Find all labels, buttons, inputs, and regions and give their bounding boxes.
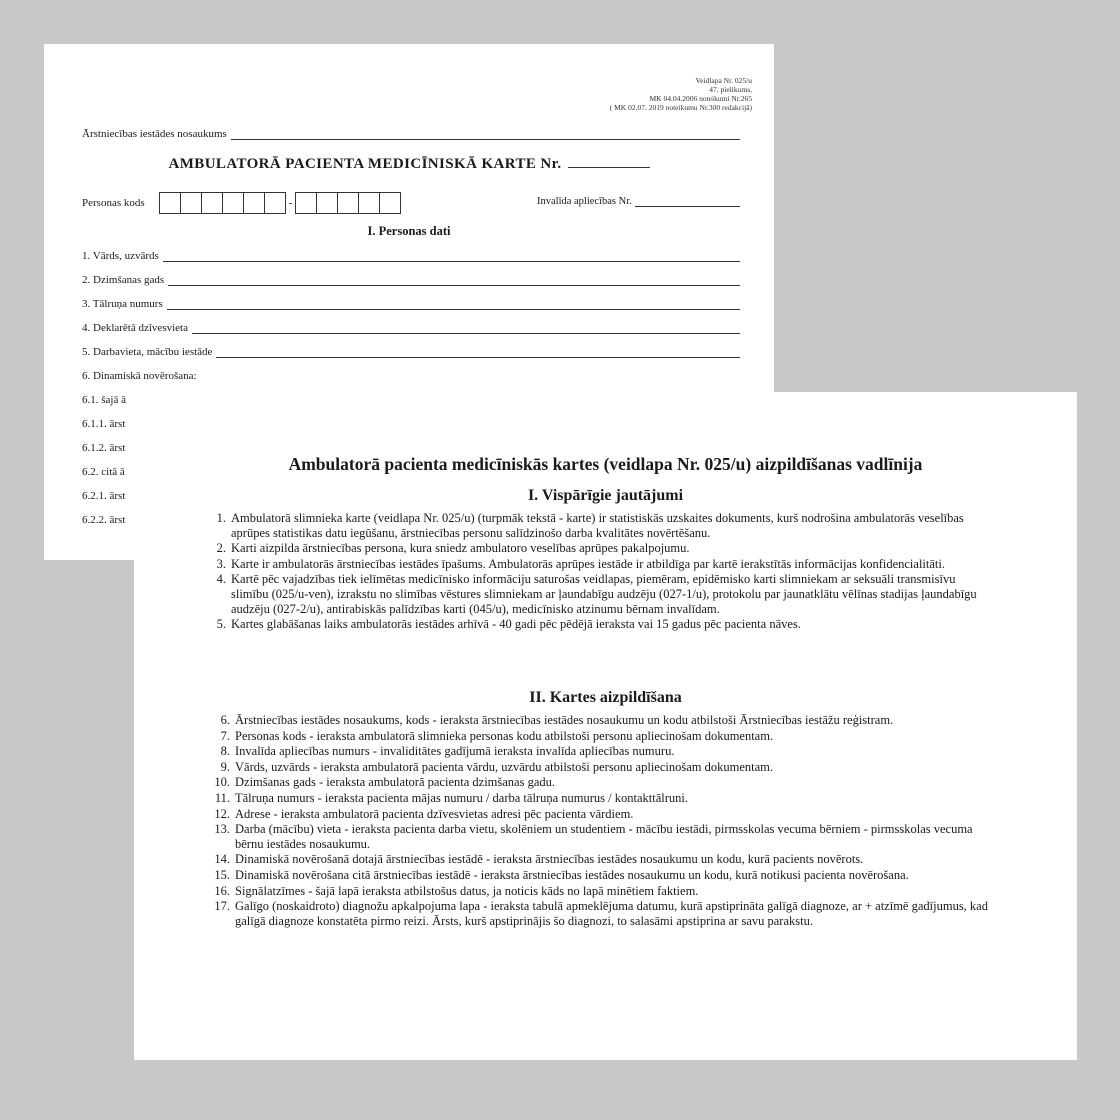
code-box [338,193,359,213]
guideline-item-text: Darba (mācību) vieta - ieraksta pacienta darba vietu, skolēniem un studentiem - mācību iestādi, pirmsskolas vecuma bērniem - pirmsskolas vecuma bērnu iestādes nosaukumu. [235,822,973,851]
guideline-item [208,775,993,790]
code-dash: - [288,197,293,209]
guideline-page [134,392,1077,1060]
guideline-item-number: 17. [214,899,230,914]
dynamic-observation-label: 6. Dinamiskā novērošana: [82,370,197,382]
guideline-item [208,557,993,572]
guideline-item-number: 9. [220,759,230,774]
form-field-row [82,250,740,262]
institution-label: Ārstniecības iestādes nosaukums [82,128,227,140]
general-items-list [208,511,993,633]
guideline-item [208,760,993,775]
filling-items-list [208,713,993,929]
guideline-item-number: 10. [214,775,230,790]
code-box [202,193,223,213]
code-box [181,193,202,213]
guideline-item-number: 15. [214,867,230,882]
form-field-label: 3. Tālruņa numurs [82,298,163,310]
disability-line [635,197,740,207]
guideline-item-number: 11. [214,790,230,805]
guideline-item-text: Adrese - ieraksta ambulatorā pacienta dzīvesvietas adresi pēc pacienta vārdiem. [235,806,634,821]
guideline-item-text: Kartes glabāšanas laiks ambulatorās iestādes arhīvā - 40 gadi pēc pēdējā ieraksta vai 15 gadus pēc pacienta nāves. [231,617,801,632]
form-header-line: Veidlapa Nr. 025/u [695,76,752,85]
guideline-item-text: Dzimšanas gads - ieraksta ambulatorā pacienta dzimšanas gadu. [235,775,556,790]
personal-code-label: Personas kods [82,197,145,209]
code-box [359,193,380,213]
code-box [265,193,285,213]
guideline-item [208,791,993,806]
guideline-item [208,807,993,822]
form-partial-row: 6.2. citā ā [82,466,125,478]
guideline-item-text: Dinamiskā novērošana citā ārstniecības iestādē - ieraksta ārstniecības iestādes nosaukumu un kodu, kurā notikusi pacienta novērošana. [235,867,909,882]
guideline-item-number: 16. [214,883,230,898]
form-field-label: 2. Dzimšanas gads [82,274,165,286]
guideline-item [208,511,993,540]
guideline-item [208,713,993,728]
guideline-item-text: Galīgo (noskaidroto) diagnožu apkalpojuma lapa - ieraksta tabulā apmeklējuma datumu, kurā apstiprināta galīgā diagnoze, ar + atzīmē gadījumus, kad galīgā diagnoze konstatēta pirmo reizi. Ārsts, kurš apstiprinājis šo diagnozi, to salasāmi apstiprina ar savu parakstu. [235,899,988,928]
guideline-item-text: Kartē pēc vajadzības tiek ielīmētas medicīnisko informāciju saturošas veidlapas, piemēram, epidēmisko karti slimniekam ar seksuāli transmisīvu slimību (025/u-ven), izrakstu no slimības vēstures slimniekam ar ļaundabīgu audzēju (027-1/u), protokolu par jaunatklātu vēlīnas stadijas ļaundabīgu audzēju (027-2/u), antirabiskās palīdzības karti (045/u), medicīnisko atzinumu bērnam invalīdam. [231,572,977,616]
form-field-line [192,324,740,334]
guideline-item-text: Signālatzīmes - šajā lapā ieraksta atbilstošus datus, ja noticis kāds no lapā minētiem faktiem. [235,883,699,898]
form-partial-row: 6.1.1. ārst [82,418,126,430]
form-title-text: AMBULATORĀ PACIENTA MEDICĪNISKĀ KARTE Nr. [168,156,562,172]
guideline-item [208,822,993,851]
form-field-line [168,276,740,286]
guideline-title: Ambulatorā pacienta medicīniskās kartes (veidlapa Nr. 025/u) aizpildīšanas vadlīnija [288,454,923,474]
guideline-item-number: 3. [216,556,226,571]
form-partial-row: 6.1.2. ārst [82,442,126,454]
form-header [610,76,752,112]
guideline-item [208,744,993,759]
guideline-item-number: 6. [220,713,230,727]
personal-code-row [82,192,401,214]
guideline-item-number: 4. [216,572,226,587]
guideline-item-text: Tālruņa numurs - ieraksta pacienta mājas numuru / darba tālruņa numurus / kontakttālruni. [235,790,688,805]
guideline-item [208,884,993,899]
guideline-item [208,729,993,744]
guideline-item-number: 1. [216,511,226,525]
guideline-item-text: Karti aizpilda ārstniecības persona, kura sniedz ambulatoro veselības aprūpes pakalpojumu. [231,541,690,556]
form-header-line: 47. pielikums, [709,85,752,94]
section-heading-filling: II. Kartes aizpildīšana [529,689,682,706]
form-title [44,156,774,173]
form-partial-row: 6.2.2. ārst [82,514,126,526]
disability-label: Invalīda apliecības Nr. [537,196,632,207]
guideline-item-number: 13. [214,822,230,837]
institution-line [231,130,740,140]
personal-code-boxes-1 [159,192,286,214]
form-field-line [216,348,740,358]
code-box [296,193,317,213]
guideline-item-text: Invalīda apliecības numurs - invaliditātes gadījumā ieraksta invalīda apliecības numuru. [235,744,675,759]
institution-row [82,128,740,140]
form-field-label: 4. Deklarētā dzīvesvieta [82,322,188,334]
guideline-item-number: 8. [220,744,230,759]
guideline-item [208,572,993,616]
guideline-item [208,899,993,928]
guideline-item-number: 7. [220,728,230,743]
form-field-label: 1. Vārds, uzvārds [82,250,159,262]
guideline-item-number: 5. [216,617,226,632]
guideline-item [208,868,993,883]
form-partial-row: 6.2.1. ārst [82,490,126,502]
form-header-line: ( MK 02.07. 2019 noteikumu Nr.300 redakcijā) [609,103,752,112]
guideline-item-number: 12. [214,806,230,821]
form-partial-row: 6.1. šajā ā [82,394,126,406]
code-box [317,193,338,213]
disability-row [537,196,740,207]
form-field-line [167,300,740,310]
guideline-item-text: Karte ir ambulatorās ārstniecības iestādes īpašums. Ambulatorās aprūpes iestāde ir atbildīga par kartē ierakstītās informācijas konfidencialitāti. [231,556,945,571]
code-box [223,193,244,213]
guideline-item-text: Ambulatorā slimnieka karte (veidlapa Nr. 025/u) (turpmāk tekstā - karte) ir statistiskās uzskaites dokuments, kurš nodrošina ambulatorās veselības aprūpes statistikas datu iegūšanu, ārstniecības personu salīdzinošo darba kvalitātes novērtēšanu. [231,511,964,540]
guideline-item-number: 2. [216,541,226,556]
form-field-row [82,346,740,358]
guideline-item-text: Dinamiskā novērošanā dotajā ārstniecības iestādē - ieraksta ārstniecības iestādes nosaukumu un kodu, kurā pacients novērots. [235,852,864,867]
guideline-item [208,617,993,632]
guideline-item-text: Vārds, uzvārds - ieraksta ambulatorā pacienta vārdu, uzvārdu atbilstoši personu apliecinošam dokumentam. [235,759,774,774]
guideline-item-number: 14. [214,852,230,867]
form-field-line [163,252,740,262]
code-box [380,193,400,213]
form-header-line: MK 04.04.2006 noteikumi Nr.265 [649,94,752,103]
guideline-item-text: Personas kods - ieraksta ambulatorā slimnieka personas kodu atbilstoši personu apliecinošam dokumentam. [235,728,774,743]
guideline-item [208,541,993,556]
section-heading-general: I. Vispārīgie jautājumi [527,487,684,504]
form-field-row [82,274,740,286]
guideline-item-text: Ārstniecības iestādes nosaukums, kods - ieraksta ārstniecības iestādes nosaukumu un kodu atbilstoši Ārstniecības iestāžu reģistram. [235,713,894,727]
guideline-item [208,852,993,867]
personal-code-boxes-2 [295,192,401,214]
form-field-label: 5. Darbavieta, mācību iestāde [82,346,213,358]
personal-data-heading: I. Personas dati [367,224,451,238]
card-number-line [568,167,650,168]
code-box [160,193,181,213]
code-box [244,193,265,213]
form-field-row [82,298,740,310]
form-field-row [82,322,740,334]
